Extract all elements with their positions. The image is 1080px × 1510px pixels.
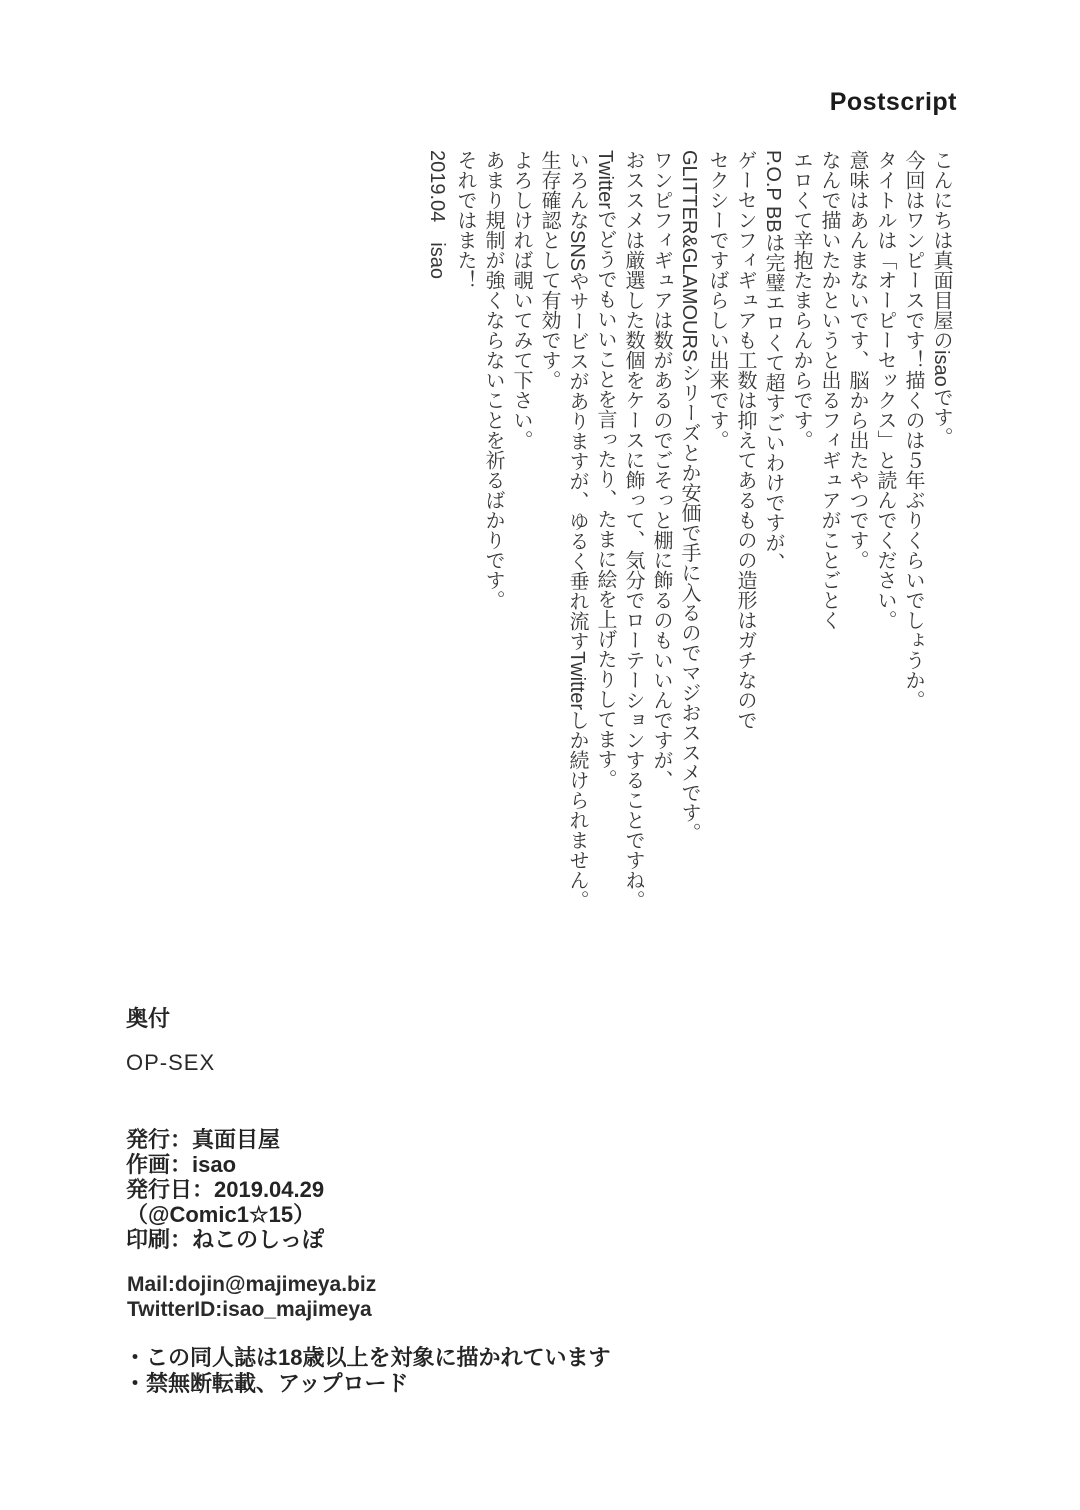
afterword-line: おススメは厳選した数個をケースに飾って、気分でローテーションすることですね。 [622, 150, 644, 910]
no-repost-notice-line: ・禁無断転載、アップロード [124, 1371, 409, 1396]
afterword-line: セクシーですばらしい出来です。 [706, 150, 728, 450]
afterword-date-signature [423, 150, 451, 950]
publish-date-line: 発行日：2019.04.29 [126, 1177, 325, 1202]
printer-line: 印刷：ねこのしっぽ [126, 1227, 325, 1252]
afterword-paragraph [619, 150, 787, 950]
afterword-line: ワンピフィギュアは数があるのでごそっと棚に飾るのもいいんですが、 [650, 150, 672, 790]
notices [124, 1345, 610, 1397]
afterword-line: P.O.P BBは完璧エロくて超すごいわけですが、 [762, 150, 784, 573]
afterword-line: よろしければ覗いてみて下さい。 [510, 150, 532, 450]
afterword-line: 今回はワンピースです！描くのは５年ぶりくらいでしょうか。 [902, 150, 924, 710]
afterword-line: 生存確認として有効です。 [538, 150, 560, 390]
publisher-line: 発行：真面目屋 [126, 1127, 281, 1152]
afterword-line: タイトルは「オーピーセックス」と読んでください。 [874, 150, 896, 630]
publication-info [126, 1127, 324, 1252]
afterword-line: ゲーセンフィギュアも工数は抑えてあるものの造形はガチなので [734, 150, 756, 730]
afterword-paragraph [479, 150, 619, 950]
artist-line: 作画：isao [126, 1152, 237, 1177]
afterword-line: あまり規制が強くならないことを祈るばかりです。 [482, 150, 504, 610]
twitter-id-line: TwitterID:isao_majimeya [127, 1298, 372, 1321]
afterword-line: それではまた！ [454, 150, 476, 290]
contact-info [127, 1272, 376, 1322]
mail-line: Mail:dojin@majimeya.biz [127, 1273, 377, 1296]
afterword-line: なんで描いたかというと出るフィギュアがことごとく [818, 150, 840, 630]
afterword-paragraph [787, 150, 899, 950]
afterword-line: 2019.04 isao [426, 150, 448, 279]
afterword-line: 意味はあんまないです、脳から出たやつです。 [846, 150, 868, 570]
age-notice-line: ・この同人誌は18歳以上を対象に描かれています [124, 1345, 611, 1370]
page-title: Postscript [829, 88, 957, 116]
afterword-paragraph [899, 150, 955, 950]
afterword-line: エロくて辛抱たまらんからです。 [790, 150, 812, 450]
afterword-closing [451, 150, 479, 950]
event-line: （@Comic1☆15） [126, 1202, 316, 1227]
afterword-line: こんにちは真面目屋のisaoです。 [930, 150, 952, 447]
afterword-line: いろんなSNSやサービスがありますが、ゆるく垂れ流すTwitterしか続けられません。 [566, 150, 588, 911]
afterword-line: Twitterでどうでもいいことを言ったり、たまに絵を上げたりしてます。 [594, 150, 616, 789]
afterword-line: GLITTER&GLAMOURSシリーズとか安価で手に入るのでマジおススメです。 [678, 150, 700, 843]
book-title: OP-SEX [126, 1050, 216, 1075]
colophon-heading: 奥付 [126, 1006, 171, 1031]
afterword-text [423, 150, 955, 950]
